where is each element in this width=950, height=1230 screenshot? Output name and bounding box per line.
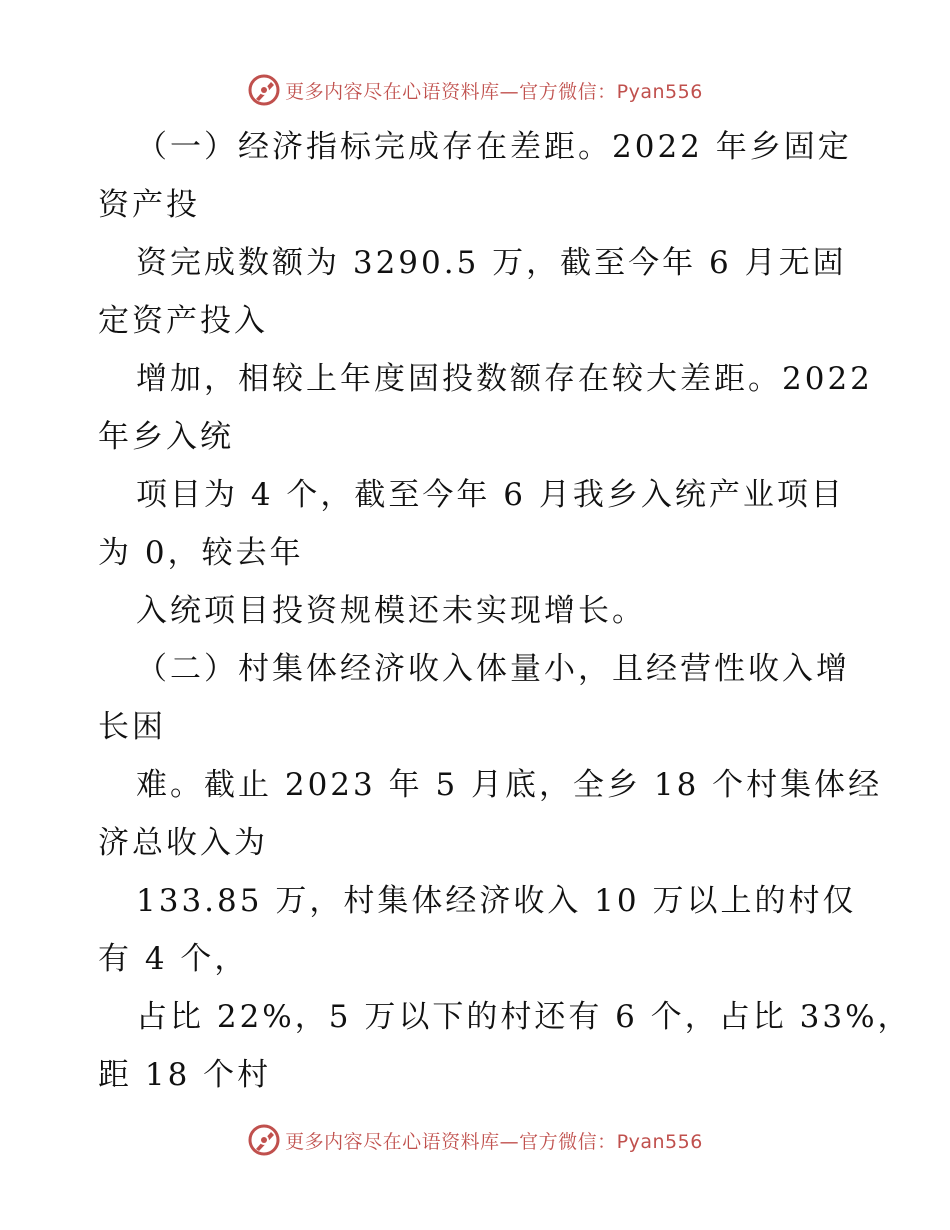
paragraph-line: 长困: [98, 709, 166, 745]
paragraph-line: 年乡入统: [98, 419, 234, 455]
paragraph-line: 为 0，较去年: [98, 535, 304, 571]
paragraph-line: （一）经济指标完成存在差距。2022 年乡固定: [136, 129, 852, 165]
watermark-text: 更多内容尽在心语资料库—官方微信：Pyan556: [285, 80, 703, 103]
pen-logo-icon: [247, 1123, 281, 1157]
paragraph-line: 定资产投入: [98, 303, 268, 339]
paragraph-line: 有 4 个，: [98, 941, 249, 977]
paragraph-line: （二）村集体经济收入体量小，且经营性收入增: [136, 651, 850, 687]
paragraph-line: 济总收入为: [98, 825, 268, 861]
watermark-text: 更多内容尽在心语资料库—官方微信：Pyan556: [285, 1130, 703, 1153]
paragraph-line: 增加，相较上年度固投数额存在较大差距。2022: [136, 361, 873, 397]
header-watermark-banner: [0, 70, 950, 110]
paragraph-line: 资产投: [98, 187, 200, 223]
pen-logo-icon: [247, 73, 281, 107]
paragraph-line: 项目为 4 个，截至今年 6 月我乡入统产业项目: [136, 477, 845, 513]
document-body: [98, 118, 912, 1104]
paragraph-line: 距 18 个村: [98, 1057, 272, 1093]
paragraph-line: 占比 22%，5 万以下的村还有 6 个，占比 33%，: [136, 999, 912, 1035]
paragraph-line: 难。截止 2023 年 5 月底，全乡 18 个村集体经: [136, 767, 883, 803]
footer-watermark-banner: [0, 1120, 950, 1160]
paragraph-line: 资完成数额为 3290.5 万，截至今年 6 月无固: [136, 245, 847, 281]
paragraph-line: 入统项目投资规模还未实现增长。: [136, 593, 646, 629]
paragraph-line: 133.85 万，村集体经济收入 10 万以上的村仅: [136, 883, 857, 919]
